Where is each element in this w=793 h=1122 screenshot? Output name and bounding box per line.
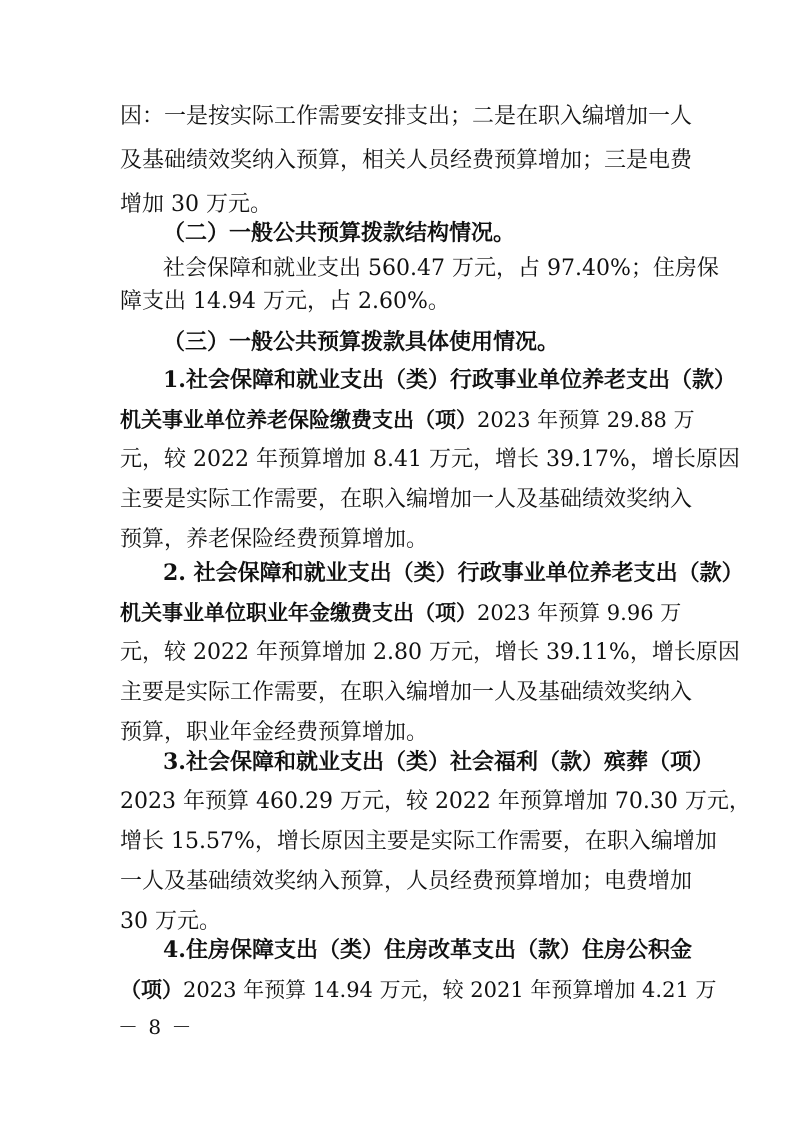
paragraph-line: 增加 30 万元。 bbox=[120, 192, 272, 217]
paragraph-line: 元，较 2022 年预算增加 2.80 万元，增长 39.11%，增长原因 bbox=[120, 640, 740, 665]
item-subheading-2: 机关事业单位职业年金缴费支出（项） bbox=[120, 600, 477, 625]
paragraph-line: 主要是实际工作需要，在职入编增加一人及基础绩效奖纳入 bbox=[120, 680, 693, 705]
paragraph-line: 障支出 14.94 万元，占 2.60%。 bbox=[120, 289, 450, 314]
item-line-2 bbox=[120, 593, 680, 633]
paragraph-line: 元，较 2022 年预算增加 8.41 万元，增长 39.17%，增长原因 bbox=[120, 447, 740, 472]
item-heading-4: 4.住房保障支出（类）住房改革支出（款）住房公积金 bbox=[163, 937, 692, 963]
page-number: － 8 － bbox=[118, 1015, 194, 1039]
paragraph-line: 2023 年预算 460.29 万元，较 2022 年预算增加 70.30 万元， bbox=[120, 789, 751, 814]
item-subheading-4: （项） bbox=[120, 977, 183, 1002]
item-text-1: 2023 年预算 29.88 万 bbox=[477, 408, 695, 432]
paragraph-line: 增长 15.57%，增长原因主要是实际工作需要，在职入编增加 bbox=[120, 829, 717, 854]
paragraph-line: 因：一是按实际工作需要安排支出；二是在职入编增加一人 bbox=[120, 104, 693, 129]
item-text-2: 2023 年预算 9.96 万 bbox=[477, 601, 682, 625]
paragraph-line: 主要是实际工作需要，在职入编增加一人及基础绩效奖纳入 bbox=[120, 487, 693, 512]
paragraph-line: 及基础绩效奖纳入预算，相关人员经费预算增加；三是电费 bbox=[120, 148, 693, 173]
item-line-1 bbox=[120, 400, 695, 440]
paragraph-line: 社会保障和就业支出 560.47 万元，占 97.40%；住房保 bbox=[163, 256, 719, 281]
item-text-4: 2023 年预算 14.94 万元，较 2021 年预算增加 4.21 万 bbox=[183, 978, 717, 1002]
item-heading-3: 3.社会保障和就业支出（类）社会福利（款）殡葬（项） bbox=[163, 749, 714, 775]
section-heading-3: （三）一般公共预算拨款具体使用情况。 bbox=[163, 329, 560, 355]
paragraph-line: 30 万元。 bbox=[120, 909, 221, 934]
item-heading-2: 2. 社会保障和就业支出（类）行政事业单位养老支出（款） bbox=[163, 560, 744, 586]
paragraph-line: 预算，养老保险经费预算增加。 bbox=[120, 527, 429, 552]
item-subheading-1: 机关事业单位养老保险缴费支出（项） bbox=[120, 407, 477, 432]
paragraph-line: 一人及基础绩效奖纳入预算，人员经费预算增加；电费增加 bbox=[120, 869, 693, 894]
item-line-4 bbox=[120, 970, 717, 1010]
section-heading-2: （二）一般公共预算拨款结构情况。 bbox=[163, 220, 516, 246]
paragraph-line: 预算，职业年金经费预算增加。 bbox=[120, 720, 429, 745]
item-heading-1: 1.社会保障和就业支出（类）行政事业单位养老支出（款） bbox=[163, 367, 736, 393]
